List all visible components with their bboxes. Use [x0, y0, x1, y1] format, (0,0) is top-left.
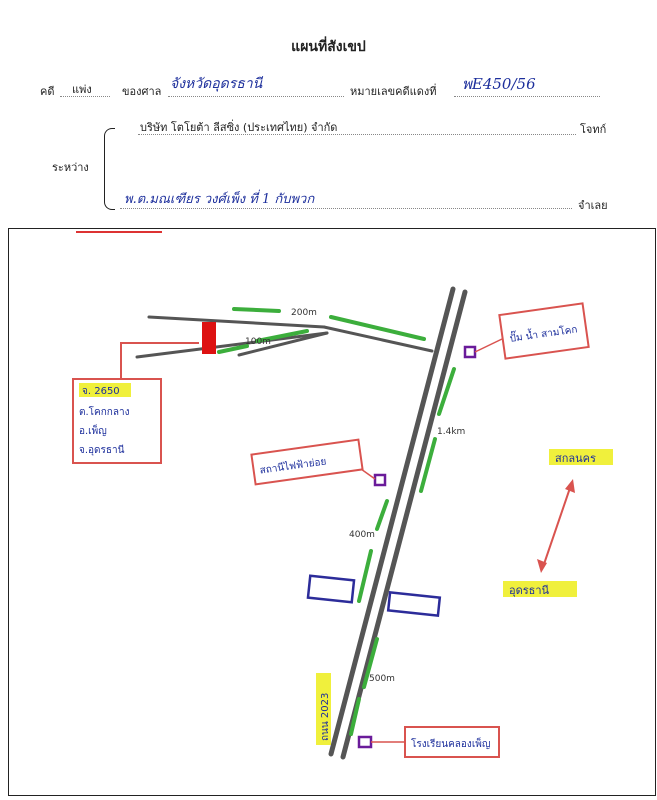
road-number-label [316, 673, 331, 745]
property-plot [202, 322, 216, 354]
map-frame [8, 228, 656, 796]
distance-label-400m: 400m [349, 530, 375, 540]
svg-text:โรงเรียนคลองเพ็ญ: โรงเรียนคลองเพ็ญ [411, 739, 491, 750]
party-brace [104, 128, 115, 210]
svg-text:ปั๊ม น้ำ สามโคก: ปั๊ม น้ำ สามโคก [509, 324, 579, 345]
property-parcel: จ. 2650 [82, 386, 120, 397]
case-number-label: หมายเลขคดีแดงที่ [350, 85, 437, 98]
property-district: อ.เพ็ญ [79, 426, 107, 437]
plaintiff-name: บริษัท โตโยต้า ลีสซิ่ง (ประเทศไทย) จำกัด [140, 121, 338, 134]
court-name: จังหวัดอุดรธานี [170, 76, 263, 92]
defendant-line [120, 208, 572, 209]
plaintiff-role: โจทก์ [580, 123, 607, 136]
main-highway [331, 289, 465, 757]
case-type: แพ่ง [72, 83, 92, 96]
svg-text:สถานีไฟฟ้าย่อย: สถานีไฟฟ้าย่อย [259, 456, 328, 477]
property-connector [121, 343, 199, 379]
direction-north-label: สกลนคร [555, 452, 596, 465]
distance-label-100m: 100m [245, 337, 271, 347]
defendant-name: พ.ต.มณเฑียร วงศ์เพ็ง ที่ 1 กับพวก [124, 192, 315, 207]
landmark-middle-left [251, 440, 385, 485]
direction-south-label: อุดรธานี [509, 584, 550, 597]
case-number: พE450/56 [462, 75, 536, 93]
landmark-top-right-icon [465, 347, 475, 357]
landmark-top-right [465, 303, 589, 358]
defendant-role: จำเลย [578, 199, 608, 212]
direction-indicator [503, 449, 613, 597]
case-number-line [454, 96, 600, 97]
structure-right [388, 592, 440, 615]
landmark-bottom-right [359, 727, 499, 757]
property-province: จ.อุดรธานี [79, 445, 125, 456]
landmark-middle-left-icon [375, 475, 385, 485]
svg-text:ถนน 2023: ถนน 2023 [320, 692, 331, 741]
plaintiff-line [138, 134, 576, 135]
property-info-box [73, 379, 161, 463]
distance-label-1km: 1.4km [437, 427, 466, 437]
property-subdistrict: ต.โคกกลาง [79, 407, 130, 418]
court-label: ของศาล [122, 85, 162, 98]
distance-markers [219, 309, 454, 734]
page-title: แผนที่สังเขป [291, 39, 366, 55]
case-label: คดี [40, 85, 55, 98]
sketch-map [9, 229, 654, 794]
distance-label-200m: 200m [291, 308, 317, 318]
between-label: ระหว่าง [52, 161, 89, 174]
structure-left [308, 576, 354, 602]
distance-label-500m: 500m [369, 674, 395, 684]
court-line [168, 96, 344, 97]
landmark-bottom-right-icon [359, 737, 371, 747]
